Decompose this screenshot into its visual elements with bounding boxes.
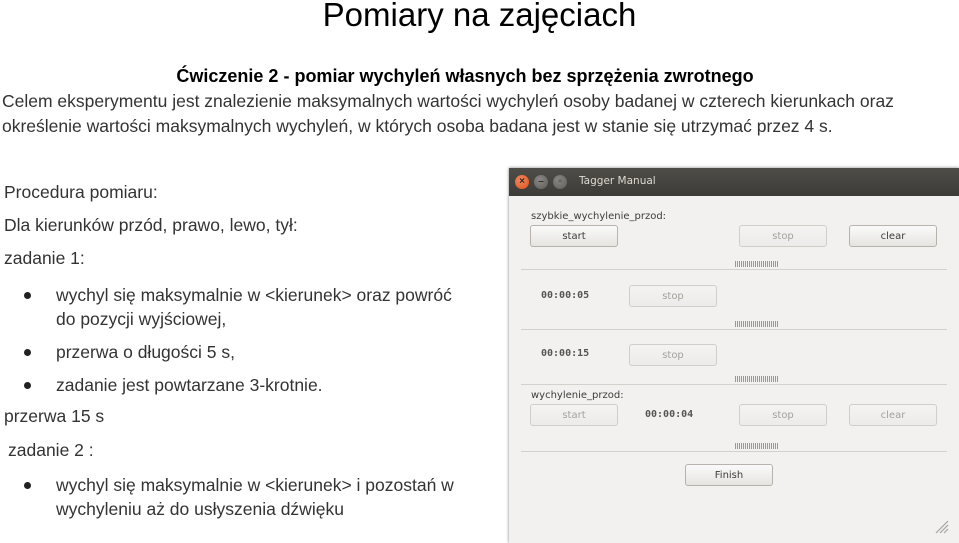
task1-bullet <box>56 340 456 364</box>
timer1-value: 00:00:05 <box>541 290 590 301</box>
task2-bullet <box>56 473 504 521</box>
group2-label: wychylenie_przod: <box>531 390 624 401</box>
task1-bullet <box>56 373 456 397</box>
divider <box>521 451 947 452</box>
pane-grip[interactable] <box>735 376 779 382</box>
pane-grip[interactable] <box>735 321 779 327</box>
timer1-stop-button[interactable]: stop <box>629 285 717 307</box>
group1-label: szybkie_wychylenie_przod: <box>531 211 667 222</box>
task2-label: zadanie 2 : <box>8 440 94 460</box>
pane-grip[interactable] <box>735 261 779 267</box>
task1-label: zadanie 1: <box>4 248 85 268</box>
break-label: przerwa 15 s <box>4 406 105 426</box>
bullet-dot <box>24 382 31 389</box>
divider <box>521 329 947 330</box>
pane-grip[interactable] <box>735 443 779 449</box>
tagger-window <box>509 168 959 543</box>
directions-text: Dla kierunków przód, prawo, lewo, tył: <box>4 215 298 235</box>
bullet-dot <box>24 482 31 489</box>
task1-bullet <box>56 283 456 331</box>
group2-clear-button[interactable]: clear <box>849 404 937 426</box>
close-icon[interactable]: × <box>515 175 529 189</box>
stop-button[interactable]: stop <box>739 225 827 247</box>
maximize-icon[interactable]: ▫ <box>553 175 567 189</box>
minimize-icon[interactable]: – <box>534 175 548 189</box>
window-titlebar[interactable] <box>509 168 959 196</box>
resize-grip-icon[interactable] <box>929 514 949 534</box>
procedure-heading: Procedura pomiaru: <box>4 182 158 202</box>
finish-button[interactable]: Finish <box>685 464 773 486</box>
group2-start-button[interactable]: start <box>530 404 618 426</box>
intro-paragraph: Celem eksperymentu jest znalezienie maksymalnych wartości wychyleń osoby badanej w czterech kierunkach oraz określenie wartości maksymalnych wychyleń, w których osoba badana jest w stanie się utrzymać przez 4 s. <box>2 91 894 136</box>
slide-title: Pomiary na zajęciach <box>322 0 637 33</box>
task1-bullet-text: przerwa o długości 5 s, <box>56 342 235 362</box>
group2-stop-button[interactable]: stop <box>739 404 827 426</box>
window-title: Tagger Manual <box>579 175 656 187</box>
divider <box>521 384 947 385</box>
clear-button[interactable]: clear <box>849 225 937 247</box>
divider <box>521 269 947 270</box>
bullet-dot <box>24 292 31 299</box>
timer2-stop-button[interactable]: stop <box>629 344 717 366</box>
timer2-value: 00:00:15 <box>541 348 590 359</box>
start-button[interactable]: start <box>530 225 618 247</box>
task1-bullet-text: zadanie jest powtarzane 3-krotnie. <box>56 375 323 395</box>
task1-bullet-text: wychyl się maksymalnie w <kierunek> oraz powróć do pozycji wyjściowej, <box>56 285 452 329</box>
bullet-dot <box>24 349 31 356</box>
exercise-subtitle: Ćwiczenie 2 - pomiar wychyleń własnych bez sprzężenia zwrotnego <box>176 66 754 86</box>
task2-bullet-text: wychyl się maksymalnie w <kierunek> i pozostań w wychyleniu aż do usłyszenia dźwięku <box>56 475 454 519</box>
group2-timer-value: 00:00:04 <box>645 409 694 420</box>
